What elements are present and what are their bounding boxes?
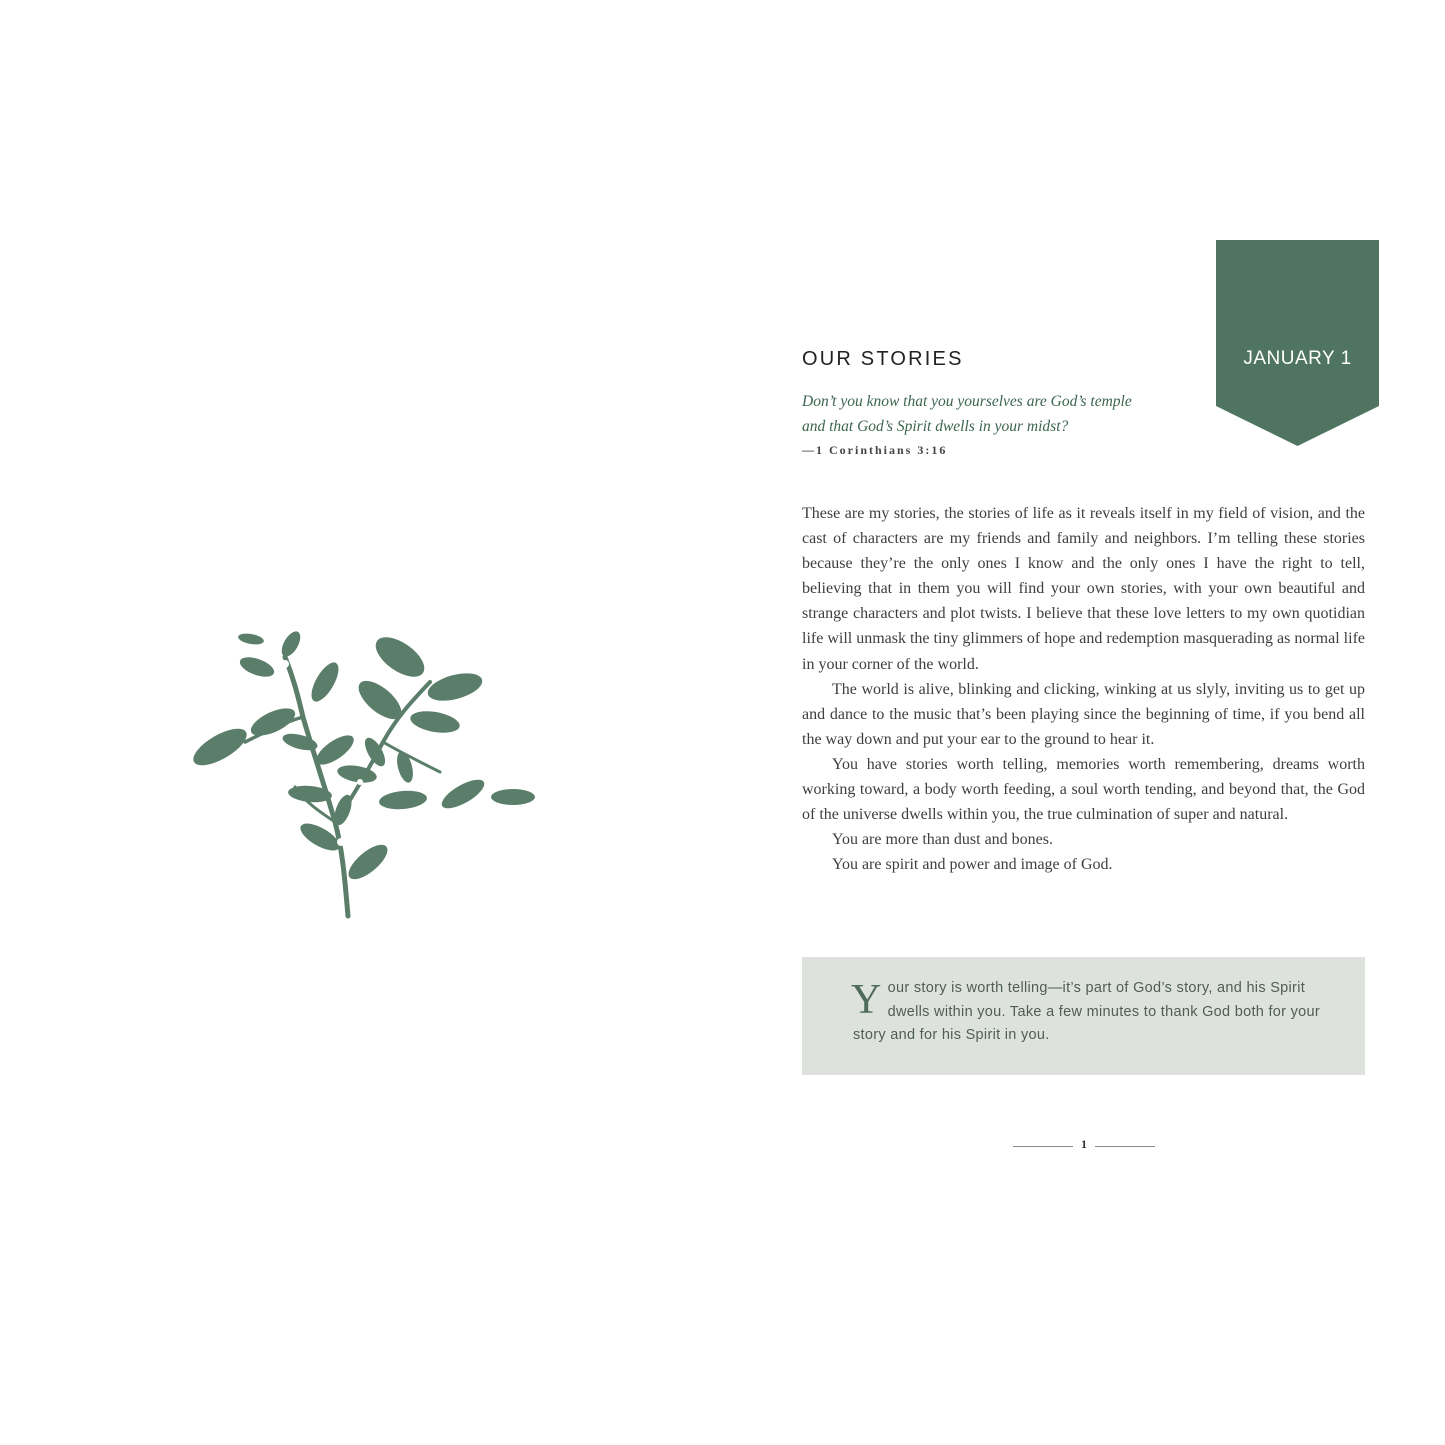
leafy-sprig-icon (185, 622, 540, 922)
body-text (802, 501, 1365, 877)
ribbon-date-label: JANUARY 1 (1243, 348, 1352, 369)
folio-rule-right (1095, 1146, 1155, 1147)
date-ribbon (1216, 240, 1379, 447)
page-number: 1 (1081, 1137, 1087, 1151)
paragraph: You are spirit and power and image of God. (832, 856, 1113, 874)
paragraph: You are more than dust and bones. (832, 831, 1054, 849)
reflection-prompt-box (802, 957, 1365, 1075)
verse-line: and that God’s Spirit dwells in your midst? (802, 418, 1069, 435)
page-number-folio (1013, 1136, 1155, 1158)
verse-reference: —1 Corinthians 3:16 (802, 443, 948, 457)
prompt-text: our story is worth telling—it’s part of God’s story, and his Spirit dwells within you. Take a few minutes to thank God both for your story and for his Spirit in you. (853, 980, 1321, 1043)
drop-cap: Y (851, 977, 882, 1023)
scripture-verse (802, 389, 1182, 439)
folio-rule-left (1013, 1146, 1073, 1147)
reflection-prompt (853, 977, 1323, 1048)
paragraph: The world is alive, blinking and clicking, winking at us slyly, inviting us to get up and dance to the music that’s been playing since the beginning of time, if you bend all the way down and put your ear to the ground to hear it. (802, 680, 1365, 748)
page-title: OUR STORIES (802, 348, 964, 370)
paragraph: You have stories worth telling, memories worth remembering, dreams worth working toward, a body worth feeding, a soul worth tending, and beyond that, the God of the universe dwells within you, the true culmination of super and natural. (802, 755, 1365, 824)
paragraph: These are my stories, the stories of life as it reveals itself in my field of vision, and the cast of characters are my friends and family and neighbors. I’m telling these stories because they’re the only ones I know and the only ones I have the right to tell, believing that in them you will find your own stories, with your own beautiful and strange characters and plot twists. I believe that these love letters to my own quotidian life will unmask the tiny glimmers of hope and redemption masquerading as normal life in your corner of the world. (802, 505, 1365, 673)
verse-line: Don’t you know that you yourselves are God’s temple (802, 393, 1132, 410)
